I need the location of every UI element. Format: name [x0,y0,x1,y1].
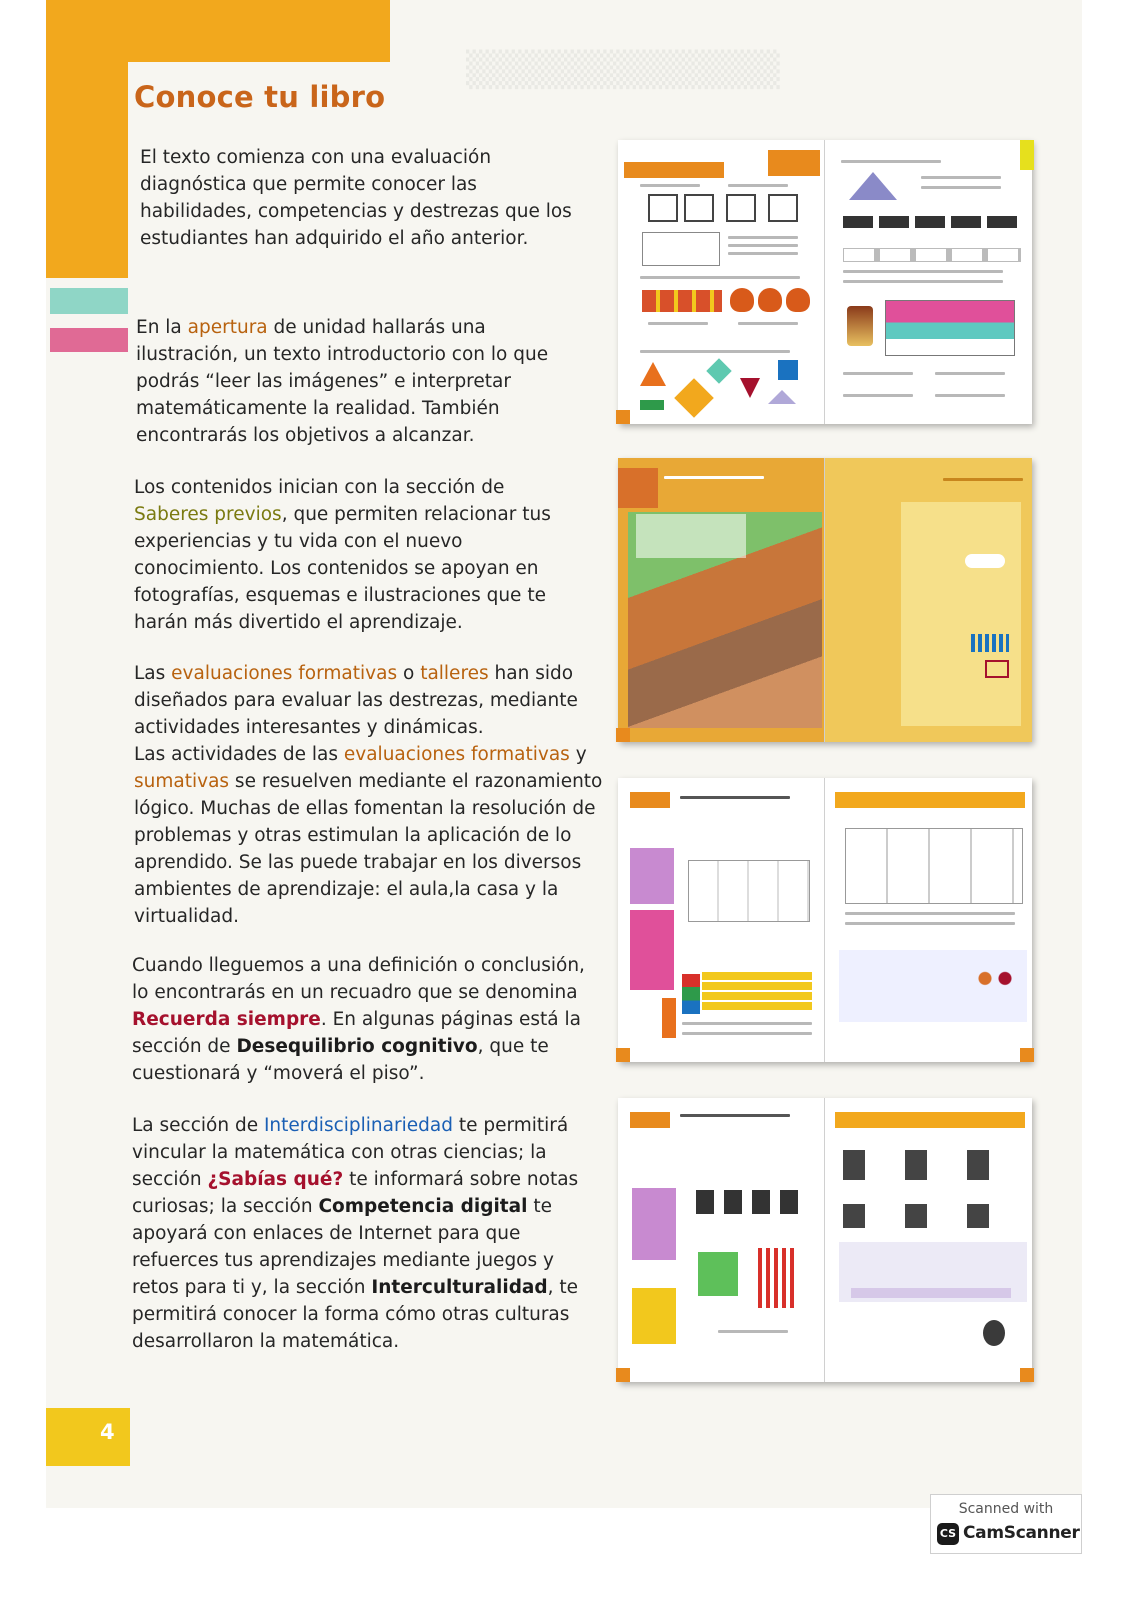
triangle-shape [640,362,666,386]
cake-illustration [847,306,873,346]
children-illustration [975,968,1015,994]
base-ten-rods [758,1248,798,1308]
base-ten-blocks [698,1252,738,1296]
thumbnail-contents-workshop [618,778,1032,1062]
paragraph-text: han sido diseñados para evaluar las destrezas, mediante actividades interesantes y dinámicas. [134,663,578,738]
text-line [921,186,1001,189]
answer-row [851,1288,1011,1298]
highlight-desequilibrio-cognitivo: Desequilibrio cognitivo [236,1036,478,1057]
thumbnail-right-page [824,458,1032,742]
watermark-brand: CamScanner [963,1523,1080,1543]
place-value-blocks [696,1190,806,1214]
bug-illustration [983,1320,1005,1346]
thumbnail-bookmark [1020,140,1034,170]
exercise-grids [843,1204,1019,1228]
text-line [640,184,700,187]
text-line [728,184,788,187]
thumbnail-left-page [618,1098,825,1382]
ant-illustration [786,288,810,312]
paragraph-text: te permitirá vincular la matemática con otras ciencias; la sección [132,1115,569,1190]
ant-illustration [730,288,754,312]
paragraph-text: . En algunas páginas está la sección de [132,1009,581,1057]
paragraph-text: se resuelven mediante el razonamiento lógico. Muchas de ellas fomentan la resolución de problemas y otras estimulan la aplicación de lo aprendido. Se las puede trabajar en los diversos ambientes de aprendizaje: el aula,la casa y la virtualidad. [134,771,603,927]
paragraph-contents [134,474,554,636]
text-line [640,350,790,353]
text-line [728,236,798,239]
paragraph-sections [132,1112,602,1355]
page-number-box [46,1408,130,1466]
text-line [843,394,913,397]
text-line [728,244,798,247]
paragraph-text: El texto comienza con una evaluación diagnóstica que permite conocer las habilidades, competencias y destrezas que los estudiantes han adquirido el año anterior. [140,147,572,249]
diamond-shape [706,358,731,383]
thumbnail-header-bar [630,1112,670,1128]
text-line [943,478,1023,481]
answer-boxes [843,248,1021,262]
paragraph-text: Las actividades de las [134,744,344,765]
teal-accent-strip [50,288,128,314]
highlight-apertura: apertura [187,317,268,338]
text-line [738,322,798,325]
watermark-caption: Scanned with [958,1501,1054,1517]
paragraph-diagnostic [140,144,576,252]
highlight-interdisciplinariedad: Interdisciplinariedad [263,1115,453,1136]
text-line [843,372,913,375]
paragraph-evaluations [134,660,604,930]
paragraph-text: y [569,744,587,765]
thumbnail-right-page [824,140,1032,424]
place-value-grid [684,194,714,222]
highlight-saberes-previos: Saberes previos [134,504,282,525]
objectives-panel [901,502,1021,726]
text-line [843,270,1003,273]
thumbnail-left-page [618,140,825,424]
text-line [718,1330,788,1333]
remember-box [630,910,674,990]
text-line [680,1114,790,1117]
comparison-table [642,232,720,266]
problem-table [702,972,812,1012]
text-line [728,252,798,255]
paragraph-text: te apoyará con enlaces de Internet para que refuerces tus aprendizajes mediante juegos y retos para ti y, la sección [132,1196,554,1298]
thumbnail-right-page [824,1098,1032,1382]
text-line [648,322,708,325]
dice-illustration [642,290,722,312]
paragraph-text: , te permitirá conocer la forma cómo otras culturas desarrollaron la matemática. [132,1277,579,1352]
place-value-grid [648,194,678,222]
thumbnail-bookmark [616,410,630,424]
thumbnail-bookmark [1020,1048,1034,1062]
thumbnail-header-bar [835,792,1025,808]
highlight-evaluaciones-formativas-2: evaluaciones formativas [343,744,570,765]
camscanner-watermark [930,1494,1082,1554]
thumbnail-header-bar [630,792,670,808]
place-value-grid [768,194,798,222]
highlight-talleres: talleres [420,663,489,684]
combinations-table [688,860,810,922]
workshop-grid [845,828,1023,904]
highlight-sabias-que: ¿Sabías qué? [207,1169,344,1190]
thumbnail-unit-opening [618,458,1032,742]
text-line [680,796,790,799]
thumbnail-left-page [618,458,825,742]
text-line [843,280,1003,283]
interdisciplinarity-box [632,1188,676,1260]
bleed-through-text: ▒▒▒▒▒▒▒▒▒▒▒▒ [466,50,780,90]
book-page [46,0,1082,1508]
rhombus-shape [674,378,714,418]
paragraph-text: de unidad hallarás una ilustración, un texto introductorio con lo que podrás “leer las imágenes” e interpretar matemáticamente la realidad. También encontrarás los objetivos a alcanzar. [136,317,549,446]
rectangle-shape [640,400,664,410]
square-shape [778,360,798,380]
text-line [640,276,800,279]
highlight-sumativas: sumativas [134,771,230,792]
page-title: Conoce tu libro [134,80,386,114]
exercise-grids [843,1150,1019,1180]
ant-illustration [758,288,782,312]
thumbnail-diagnostic-evaluation [618,140,1032,424]
bar-graph-icon [971,634,1009,652]
paragraph-opening [136,314,568,449]
thumbnail-header-bar [835,1112,1025,1128]
intro-text-box [636,514,746,558]
thumbnail-tag [768,150,820,176]
camscanner-logo-icon: CS [937,1523,959,1545]
text-line [935,372,1005,375]
pink-accent-strip [50,328,128,352]
page-number: 4 [100,1420,115,1444]
text-line [845,912,1015,915]
thumbnail-header-bar [624,162,724,178]
thumbnail-interdisciplinarity [618,1098,1032,1382]
thumbnail-left-page [618,778,825,1062]
text-line [664,476,764,479]
ruler-icon [985,660,1009,678]
text-line [935,394,1005,397]
highlight-recuerda-siempre: Recuerda siempre [132,1009,321,1030]
paragraph-text: Las [134,663,172,684]
bar-chart [885,300,1015,356]
trapezoid-shape [849,172,897,200]
highlight-evaluaciones-formativas: evaluaciones formativas [171,663,398,684]
text-line [841,160,941,163]
paragraph-text: Los contenidos inician con la sección de [134,477,505,498]
thumbnail-bookmark [616,1048,630,1062]
paragraph-text: Cuando lleguemos a una definición o conclusión, lo encontrarás en un recuadro que se denomina [132,955,585,1003]
text-line [682,1022,812,1025]
small-triangle-shape [768,390,796,404]
paragraph-text: te informará sobre notas curiosas; la sección [132,1169,579,1217]
paragraph-remember [132,952,602,1087]
thumbnail-bookmark [616,1368,630,1382]
highlight-competencia-digital: Competencia digital [318,1196,528,1217]
text-line [682,1032,812,1035]
remember-box [632,1288,676,1344]
saberes-previos-box [630,848,674,904]
place-value-grid [726,194,756,222]
text-line [921,176,1001,179]
paragraph-text: , que te cuestionará y “moverá el piso”. [132,1036,549,1084]
thumbnail-right-page [824,778,1032,1062]
paragraph-text: o [397,663,421,684]
number-boxes [843,216,1019,228]
left-orange-strip [46,0,128,278]
thumbnail-bookmark [616,728,630,742]
paragraph-text: , que permiten relacionar tus experiencias y tu vida con el nuevo conocimiento. Los contenidos se apoyan en fotografías, esquemas e ilustraciones que te harán más divertido el aprendizaje. [134,504,551,633]
clocks-icon [965,554,1005,568]
inverted-triangle-shape [740,378,760,398]
pencil-illustration [662,998,676,1038]
unit-number-badge [618,468,658,508]
thumbnail-bookmark [1020,1368,1034,1382]
paragraph-text: En la [136,317,188,338]
text-line [845,922,1015,925]
color-blocks [682,974,700,1014]
paragraph-text: La sección de [132,1115,264,1136]
highlight-interculturalidad: Interculturalidad [371,1277,548,1298]
